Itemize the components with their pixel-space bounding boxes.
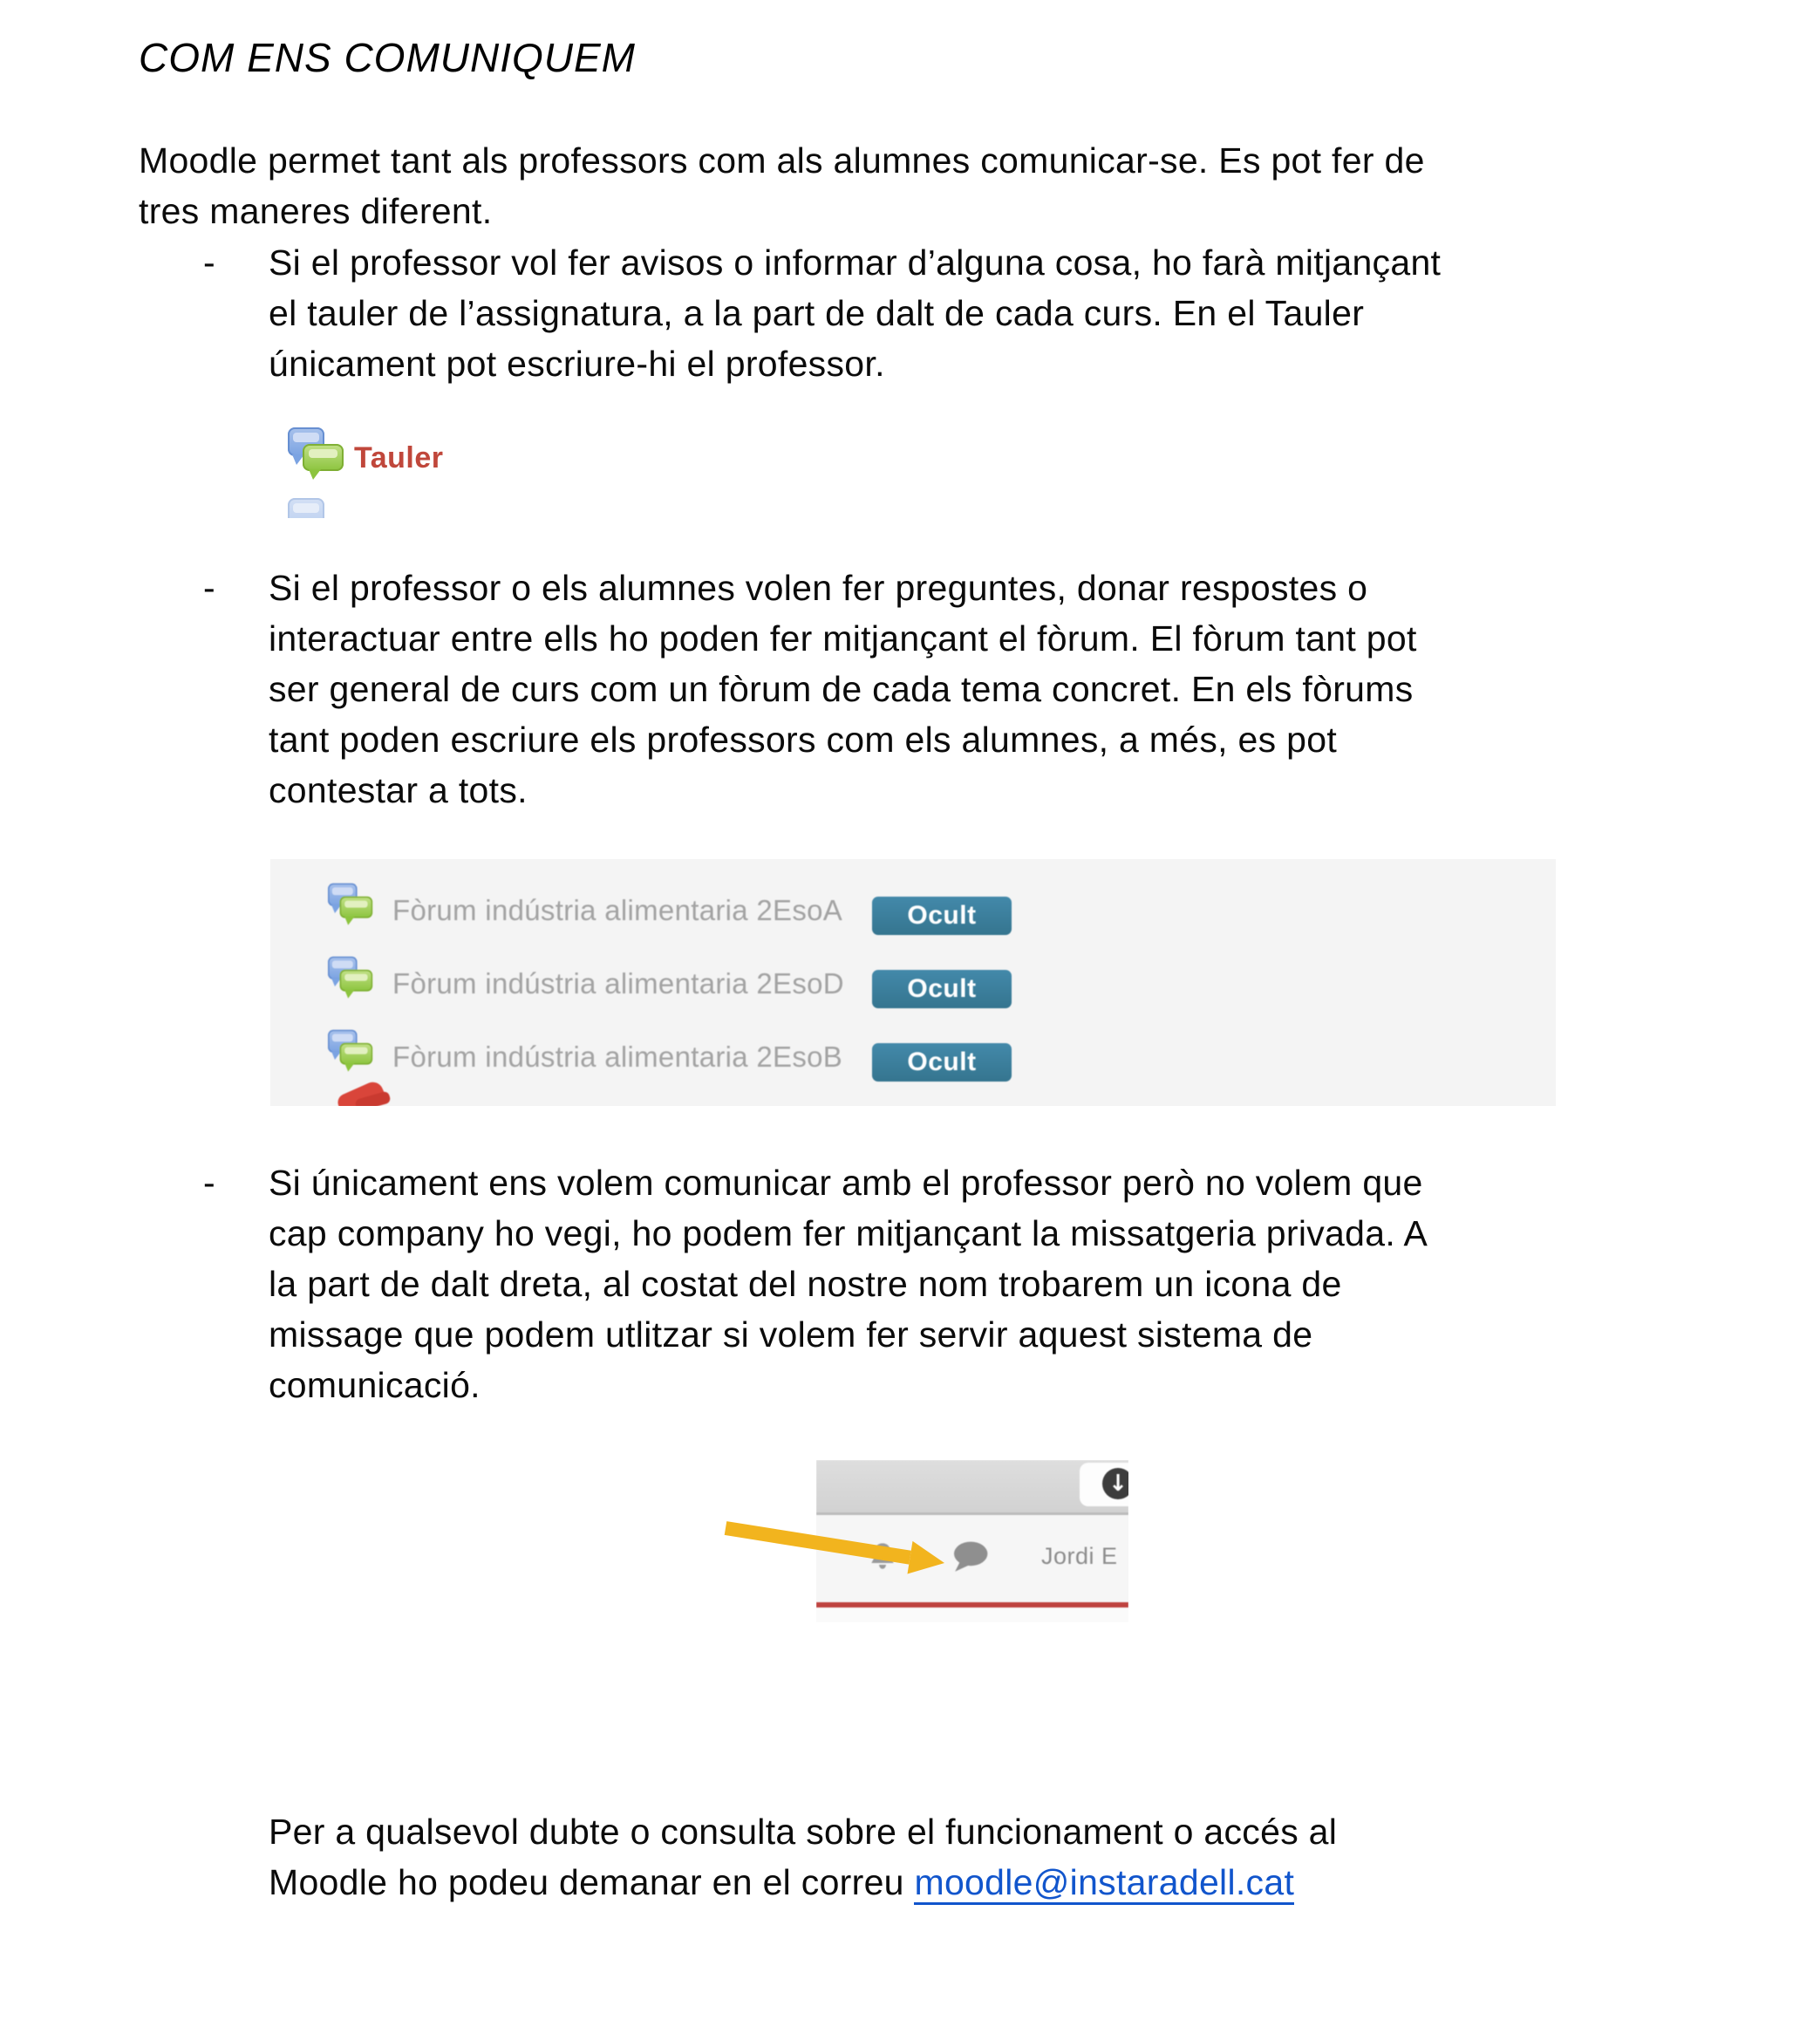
- ocult-button[interactable]: Ocult: [872, 897, 1012, 935]
- tauler-link-label[interactable]: Tauler: [354, 441, 444, 474]
- bullet-text: [269, 1157, 1428, 1410]
- paragraph-line: únicament pot escriure-hi el professor.: [269, 344, 885, 384]
- footer-paragraph: [269, 1806, 1337, 1908]
- forum-row-label[interactable]: Fòrum indústria alimentaria 2EsoA: [392, 894, 843, 926]
- bubble-front: [303, 444, 344, 471]
- forum-icon-partial: [288, 496, 345, 518]
- ocult-button[interactable]: Ocult: [872, 1043, 1012, 1082]
- bullet-marker: -: [203, 568, 215, 608]
- paragraph-line: Si el professor vol fer avisos o informar d’alguna cosa, ho farà mitjançant: [269, 242, 1442, 283]
- forum-list-screenshot: [270, 859, 1556, 1106]
- paragraph-line: contestar a tots.: [269, 770, 528, 810]
- paragraph-line: missage que podem utlitzar si volem fer servir aquest sistema de: [269, 1314, 1313, 1355]
- bullet-text: [269, 237, 1441, 389]
- user-name[interactable]: Jordi E: [1041, 1543, 1118, 1569]
- paragraph-line: tres maneres diferent.: [139, 191, 493, 231]
- ocult-button[interactable]: Ocult: [872, 970, 1012, 1008]
- forum-icon: [288, 426, 345, 481]
- paragraph-line: el tauler de l’assignatura, a la part de dalt de cada curs. En el Tauler: [269, 293, 1365, 333]
- bubble-back: [288, 498, 324, 518]
- forum-row-label[interactable]: Fòrum indústria alimentaria 2EsoB: [392, 1041, 843, 1073]
- paragraph-line: comunicació.: [269, 1365, 481, 1405]
- email-link[interactable]: moodle@instaradell.cat: [914, 1862, 1294, 1905]
- paragraph-line: Si el professor o els alumnes volen fer preguntes, donar respostes o: [269, 568, 1368, 608]
- paragraph-line: cap company ho vegi, ho podem fer mitjançant la missatgeria privada. A: [269, 1213, 1428, 1253]
- bullet-marker: -: [203, 1163, 215, 1203]
- download-circle-icon[interactable]: ↓: [1102, 1468, 1128, 1499]
- annotation-arrow: [715, 1513, 959, 1587]
- toolbar-button[interactable]: [1080, 1463, 1128, 1506]
- paragraph-line: ser general de curs com un fòrum de cada tema concret. En els fòrums: [269, 669, 1414, 709]
- paragraph-line: la part de dalt dreta, al costat del nostre nom trobarem un icona de: [269, 1264, 1342, 1304]
- page-title: COM ENS COMUNIQUEM: [139, 35, 636, 80]
- bullet-marker: -: [203, 242, 215, 283]
- browser-toolbar: [816, 1460, 1128, 1515]
- forum-icon: [328, 1028, 374, 1073]
- paragraph-line: Per a qualsevol dubte o consulta sobre el funcionament o accés al: [269, 1812, 1338, 1852]
- forum-icon: [328, 882, 374, 926]
- paragraph-line: interactuar entre ells ho poden fer mitjançant el fòrum. El fòrum tant pot: [269, 618, 1417, 659]
- paragraph-line: tant poden escriure els professors com els alumnes, a més, es pot: [269, 720, 1338, 760]
- footer-line2-prefix: Moodle ho podeu demanar en el correu: [269, 1862, 915, 1902]
- paragraph-line: Moodle permet tant als professors com als alumnes comunicar-se. Es pot fer de: [139, 140, 1425, 181]
- red-icon-partial: [335, 1079, 385, 1106]
- bullet-text: [269, 563, 1417, 816]
- theme-accent-line: [816, 1602, 1128, 1607]
- intro-paragraph: [139, 135, 1425, 236]
- paragraph-line: [269, 1857, 1337, 1908]
- forum-icon: [328, 955, 374, 1000]
- tauler-figure: [288, 426, 549, 522]
- paragraph-line: Si únicament ens volem comunicar amb el professor però no volem que: [269, 1163, 1423, 1203]
- forum-row-label[interactable]: Fòrum indústria alimentaria 2EsoD: [392, 967, 844, 1000]
